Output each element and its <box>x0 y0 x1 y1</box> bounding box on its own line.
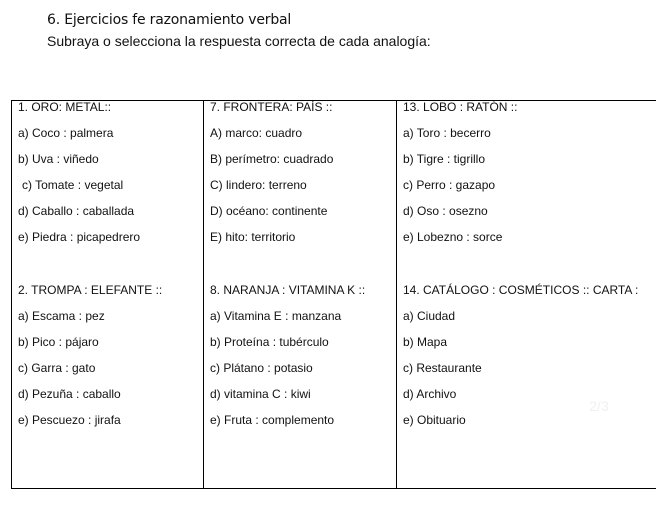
question-1-option-d[interactable]: d) Caballo : caballada <box>18 204 135 218</box>
question-2-option-e[interactable]: e) Pescuezo : jirafa <box>18 413 121 427</box>
question-1-prompt: 1. ORO: METAL:: <box>18 100 112 114</box>
column-1 <box>12 101 204 489</box>
question-8-option-d[interactable]: d) vitamina C : kiwi <box>210 387 311 401</box>
question-7-option-b[interactable]: B) perímetro: cuadrado <box>210 152 334 166</box>
question-8-option-a[interactable]: a) Vitamina E : manzana <box>210 309 342 323</box>
question-1 <box>12 101 203 257</box>
question-1-option-e[interactable]: e) Piedra : picapedrero <box>18 230 141 244</box>
question-13-option-b[interactable]: b) Tigre : tigrillo <box>403 152 486 166</box>
question-13 <box>397 101 656 257</box>
question-7-prompt: 7. FRONTERA: PAÍS :: <box>210 100 333 114</box>
question-14-option-d[interactable]: d) Archivo <box>403 387 457 401</box>
question-14-option-b[interactable]: b) Mapa <box>403 335 448 349</box>
question-8-option-c[interactable]: c) Plátano : potasio <box>210 361 313 375</box>
question-2-option-b[interactable]: b) Pico : pájaro <box>18 335 99 349</box>
question-14-prompt: 14. CATÁLOGO : COSMÉTICOS :: CARTA : <box>403 283 639 297</box>
question-2 <box>12 284 203 440</box>
question-2-option-c[interactable]: c) Garra : gato <box>18 361 96 375</box>
question-7-option-a[interactable]: A) marco: cuadro <box>210 126 303 140</box>
column-2 <box>204 101 397 489</box>
question-13-option-c[interactable]: c) Perro : gazapo <box>403 178 496 192</box>
question-14-option-a[interactable]: a) Ciudad <box>403 309 456 323</box>
question-2-prompt: 2. TROMPA : ELEFANTE :: <box>18 283 163 297</box>
page-watermark: 2/3 <box>589 398 609 414</box>
question-8-option-b[interactable]: b) Proteína : tubérculo <box>210 335 329 349</box>
question-13-option-a[interactable]: a) Toro : becerro <box>403 126 491 140</box>
question-14-option-e[interactable]: e) Obituario <box>403 413 466 427</box>
question-7-option-d[interactable]: D) océano: continente <box>210 204 328 218</box>
question-1-option-a[interactable]: a) Coco : palmera <box>18 126 114 140</box>
question-13-option-e[interactable]: e) Lobezno : sorce <box>403 230 503 244</box>
question-14-option-c[interactable]: c) Restaurante <box>403 361 482 375</box>
question-13-prompt: 13. LOBO : RATÓN :: <box>403 100 518 114</box>
question-7-option-c[interactable]: C) lindero: terreno <box>210 178 307 192</box>
question-2-option-d[interactable]: d) Pezuña : caballo <box>18 387 121 401</box>
question-7 <box>204 101 396 257</box>
question-8-option-e[interactable]: e) Fruta : complemento <box>210 413 335 427</box>
question-1-option-c[interactable]: c) Tomate : vegetal <box>22 178 124 192</box>
column-3 <box>397 101 656 489</box>
question-7-option-e[interactable]: E) hito: territorio <box>210 230 296 244</box>
analogies-table <box>11 100 656 489</box>
question-8-prompt: 8. NARANJA : VITAMINA K :: <box>210 283 366 297</box>
question-13-option-d[interactable]: d) Oso : osezno <box>403 204 488 218</box>
page-title: 6. Ejercicios fe razonamiento verbal <box>47 12 292 28</box>
question-1-option-b[interactable]: b) Uva : viñedo <box>18 152 99 166</box>
question-8 <box>204 284 396 440</box>
instructions: Subraya o selecciona la respuesta correcta de cada analogía: <box>47 33 431 49</box>
question-2-option-a[interactable]: a) Escama : pez <box>18 309 105 323</box>
